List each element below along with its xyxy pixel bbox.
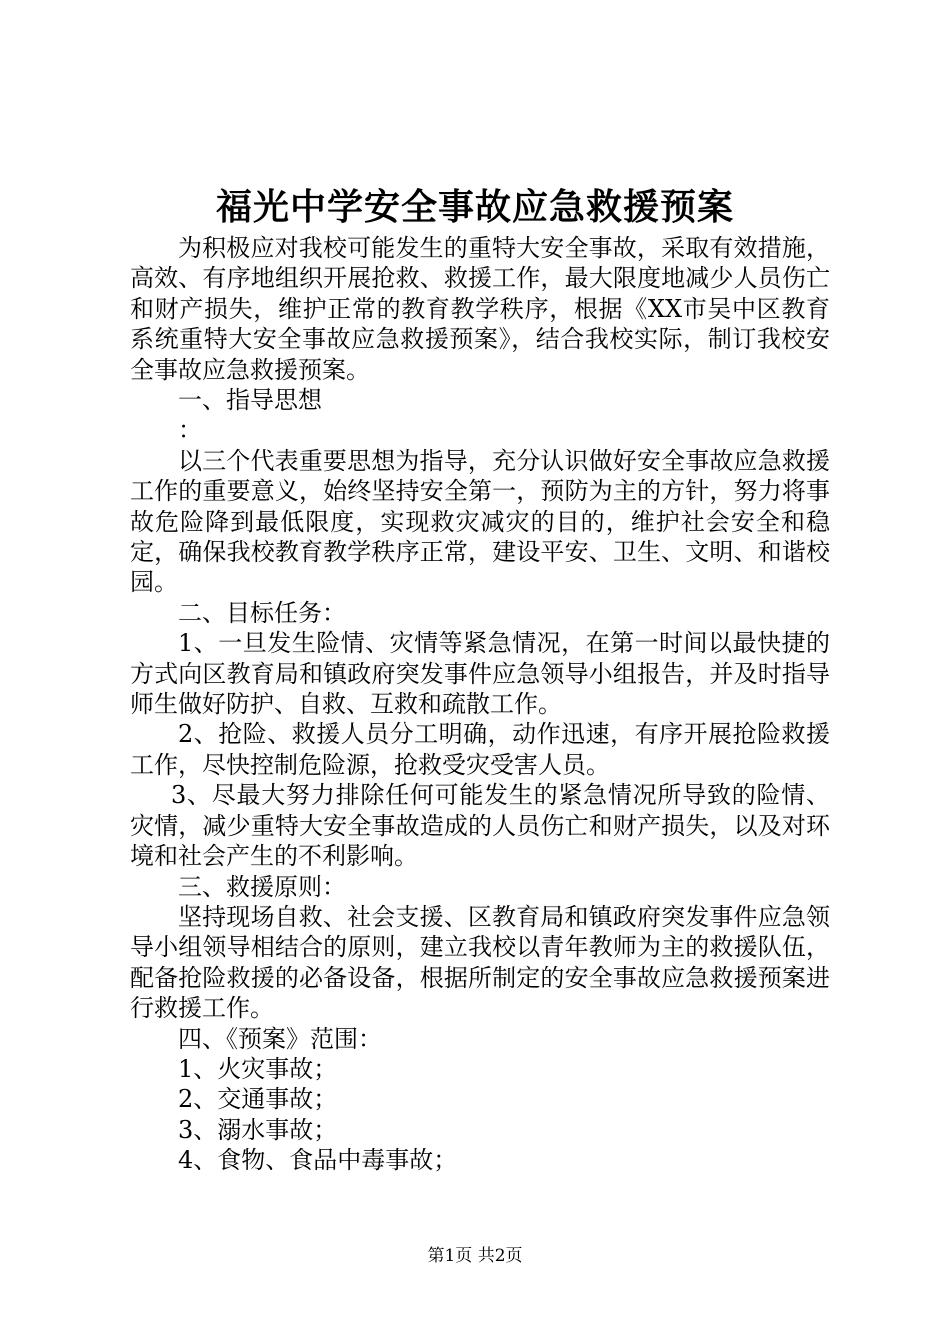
scope-item-3: 3、溺水事故； [178, 1115, 338, 1144]
section-colon: ： [178, 416, 202, 445]
section-heading-goals: 二、目标任务： [178, 598, 346, 627]
goal-item-2: 2、抢险、救援人员分工明确，动作迅速，有序开展抢险救援工作，尽快控制危险源，抢救受灾受害人员。 [130, 720, 830, 779]
goal-item-1: 1、一旦发生险情、灾情等紧急情况，在第一时间以最快捷的方式向区教育局和镇政府突发事件应急领导小组报告，并及时指导师生做好防护、自救、互救和疏散工作。 [130, 629, 830, 719]
section-heading-scope: 四、《预案》范围： [178, 1024, 382, 1053]
scope-item-4: 4、食物、食品中毒事故； [178, 1146, 458, 1175]
scope-item-1: 1、火灾事故； [178, 1054, 338, 1083]
document-body [130, 233, 830, 1176]
page-footer: 第1页 共2页 [427, 1246, 523, 1266]
section-heading-guiding-ideology: 一、指导思想 [178, 386, 322, 415]
principles-paragraph: 坚持现场自救、社会支援、区教育局和镇政府突发事件应急领导小组领导相结合的原则，建立我校以青年教师为主的救援队伍，配备抢险救援的必备设备，根据所制定的安全事故应急救援预案进行救援工作。 [130, 902, 830, 1023]
intro-paragraph: 为积极应对我校可能发生的重特大安全事故，采取有效措施，高效、有序地组织开展抢救、救援工作，最大限度地减少人员伤亡和财产损失，维护正常的教育教学秩序，根据《XX市吴中区教育系统重特大安全事故应急救援预案》，结合我校实际，制订我校安全事故应急救援预案。 [130, 234, 830, 384]
section-heading-principles: 三、救援原则： [178, 872, 346, 901]
guiding-ideology-paragraph: 以三个代表重要思想为指导，充分认识做好安全事故应急救援工作的重要意义，始终坚持安全第一，预防为主的方针，努力将事故危险降到最低限度，实现救灾减灾的目的，维护社会安全和稳定，确保我校教育教学秩序正常，建设平安、卫生、文明、和谐校园。 [130, 446, 830, 597]
document-title: 福光中学安全事故应急救援预案 [215, 186, 734, 228]
scope-item-2: 2、交通事故； [178, 1085, 338, 1114]
goal-item-3: 3、尽最大努力排除任何可能发生的紧急情况所导致的险情、灾情，减少重特大安全事故造成的人员伤亡和财产损失，以及对环境和社会产生的不利影响。 [130, 781, 830, 871]
